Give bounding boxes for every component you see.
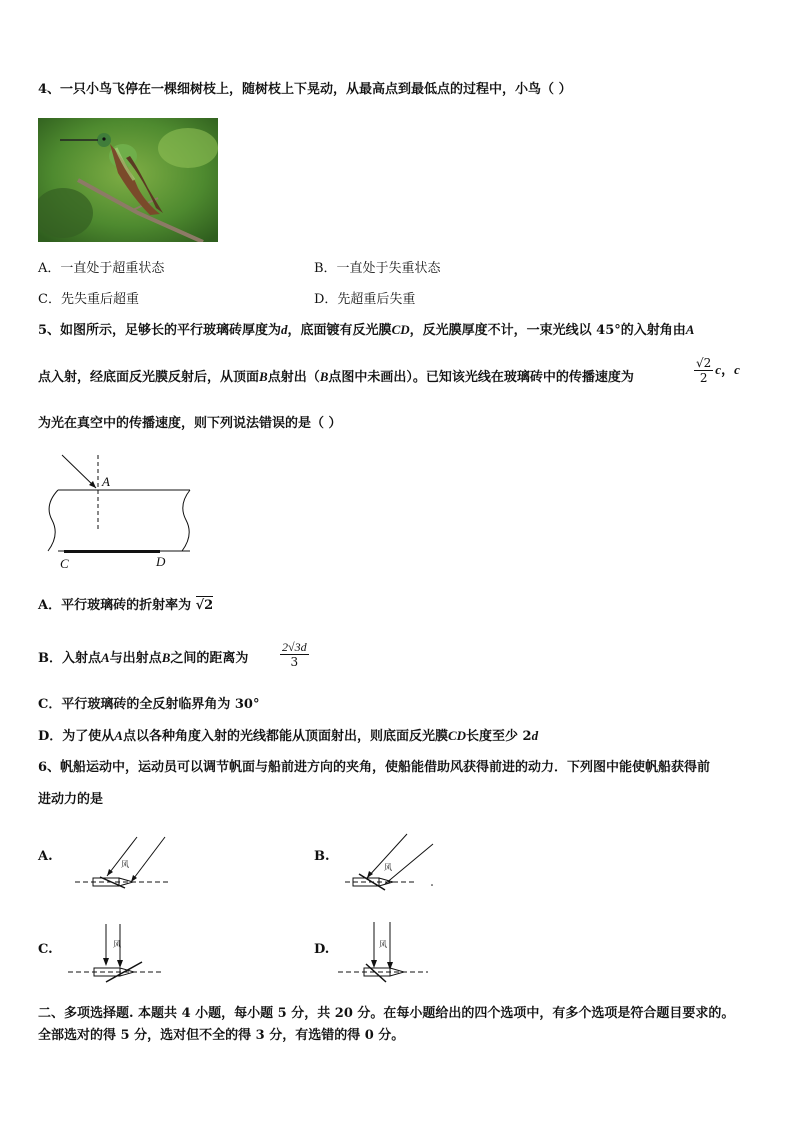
section2-intro-line2: 全部选对的得 5 分，选对但不全的得 3 分，有选错的得 0 分。 xyxy=(38,1028,405,1043)
q6-stem-line2: 进动力的是 xyxy=(38,792,104,807)
q5-option-a: A．平行玻璃砖的折射率为 √2 xyxy=(38,598,214,613)
sailboat-diagram-d xyxy=(338,918,438,983)
q6-label-b: B. xyxy=(314,849,330,864)
label-point-d: D xyxy=(156,554,166,569)
q6-label-a: A. xyxy=(38,849,53,864)
section2-intro-line1: 二、多项选择题. 本题共 4 小题，每小题 5 分，共 20 分。在每小题给出的四个选项中，有多个选项是符合题目要求的。 xyxy=(38,1006,735,1021)
label-point-a: A xyxy=(102,474,110,489)
hummingbird-image xyxy=(38,118,218,242)
q6-label-c: C. xyxy=(38,942,53,957)
reflective-film-cd xyxy=(64,550,160,553)
q5-option-b: B．入射点A与出射点B之间的距离为 xyxy=(38,650,249,666)
q4-option-d: D．先超重后失重 xyxy=(314,292,416,307)
q5-option-c: C．平行玻璃砖的全反射临界角为 30° xyxy=(38,697,260,712)
wind-label-b: 风 xyxy=(384,863,392,872)
label-point-c: C xyxy=(60,556,69,571)
q5-option-b-fraction: $\frac{2√3d}{3}$ xyxy=(282,640,307,669)
wind-label-a: 风 xyxy=(121,860,129,869)
wind-label-c: 风 xyxy=(113,940,121,949)
q6-stem-line1: 6、帆船运动中，运动员可以调节帆面与船前进方向的夹角，使船能借助风获得前进的动力．下列图中能使帆船获得前 xyxy=(38,760,711,775)
brick-right-break xyxy=(182,490,190,551)
q4-option-b: B．一直处于失重状态 xyxy=(314,261,441,276)
brick-left-break xyxy=(48,490,58,551)
q5-speed-fraction: $\frac{√2}{2}$ c，c xyxy=(696,356,740,385)
q4-option-c: C．先失重后超重 xyxy=(38,292,139,307)
hummingbird-photo xyxy=(38,118,218,242)
q5-option-d: D．为了使从A点以各种角度入射的光线都能从顶面射出，则底面反光膜CD长度至少 2d xyxy=(38,728,539,744)
incident-ray xyxy=(62,455,96,488)
q5-stem-line3: 为光在真空中的传播速度，则下列说法错误的是（ ） xyxy=(38,416,342,431)
q5-stem-line2: 点入射，经底面反光膜反射后，从顶面B点射出（B点图中未画出）。已知该光线在玻璃砖中的传播速度为 xyxy=(38,369,634,385)
q5-stem-line1: 5、如图所示，足够长的平行玻璃砖厚度为d，底面镀有反光膜CD，反光膜厚度不计，一束光线以 45°的入射角由A xyxy=(38,322,695,338)
q4-stem: 4、一只小鸟飞停在一棵细树枝上，随树枝上下晃动，从最高点到最低点的过程中，小鸟（ ） xyxy=(38,82,572,97)
q4-option-a: A．一直处于超重状态 xyxy=(38,261,165,276)
wind-label-d: 风 xyxy=(379,940,387,949)
q6-label-d: D. xyxy=(314,942,330,957)
sailboat-diagram-b xyxy=(345,830,440,895)
